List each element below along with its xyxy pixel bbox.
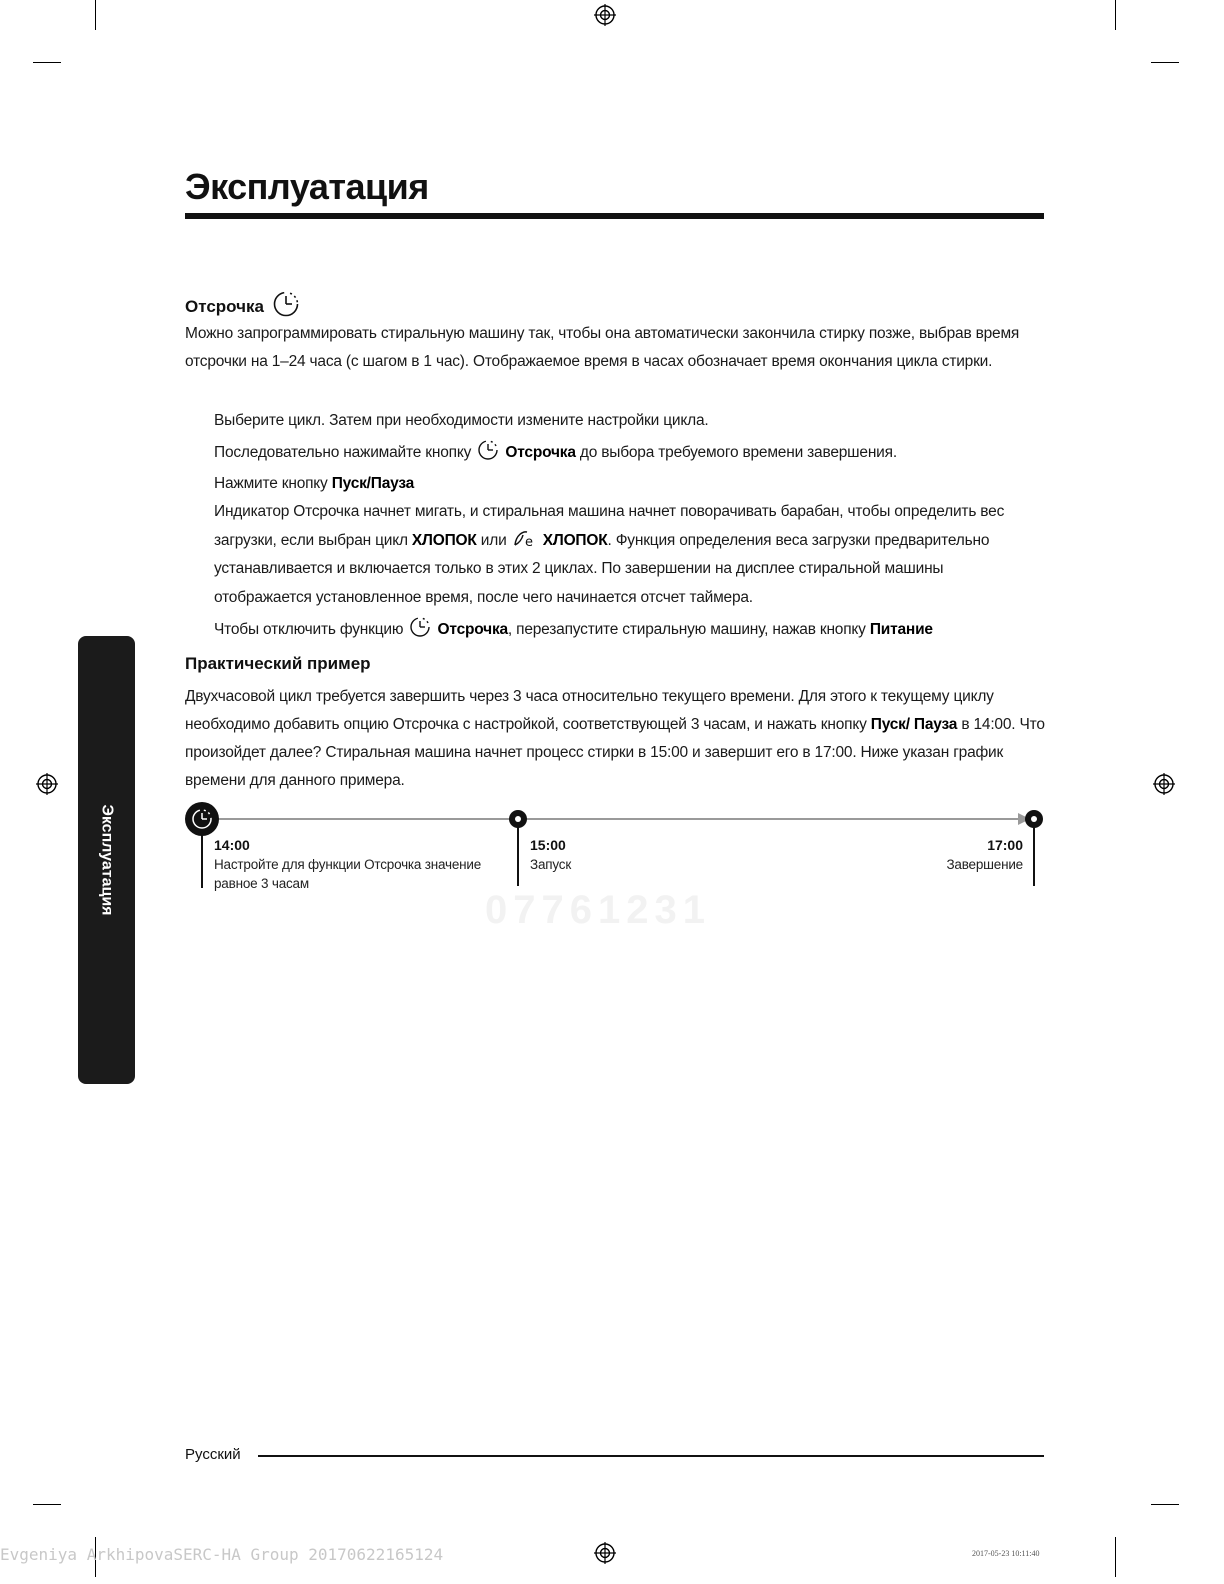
print-metadata-left: Evgeniya ArkhipovaSERC-HA Group 20170622165124 [0,1545,444,1564]
timeline-label-1: Настройте для функции Отсрочка значение равное 3 часам [214,857,482,891]
delay-step-1: Выберите цикл. Затем при необходимости измените настройки цикла. [214,412,709,429]
side-section-tab [78,636,135,1084]
crop-mark [1151,1504,1179,1505]
delay-timer-icon [477,439,499,461]
page-title: Эксплуатация [185,166,429,207]
svg-text:e: e [524,534,533,549]
registration-mark-icon [594,4,616,26]
side-tab-label: Эксплуатация [98,804,116,916]
registration-mark-icon [36,773,58,795]
delay-heading: Отсрочка [185,290,303,318]
example-heading: Практический пример [185,654,371,673]
delay-step-2: Последовательно нажимайте кнопку Отсрочка до выбора требуемого времени завершения. [214,439,1044,467]
crop-mark [1115,0,1116,30]
timeline-time-1: 14:00 [214,837,250,853]
crop-mark [33,1504,61,1505]
timeline-time-2: 15:00 [530,837,566,853]
crop-mark [1151,62,1179,63]
registration-mark-icon [1153,773,1175,795]
timeline-end-point-icon [1025,810,1043,828]
footer-language: Русский [185,1446,241,1463]
title-divider [185,213,1044,219]
delay-intro: Можно запрограммировать стиральную машину так, чтобы она автоматически закончила стирку позже, выбрав время отсрочки на 1–24 часа (с шагом в 1 час). Отображаемое время в часах обозначает время окончания цикла стирки. [185,325,1020,370]
timeline-start-clock-icon [185,802,219,836]
delay-timer-icon [409,616,431,638]
delay-step-3: Нажмите кнопку Пуск/Пауза [214,475,415,492]
example-text: Двухчасовой цикл требуется завершить через 3 часа относительно текущего времени. Для этого к текущему циклу необходимо добавить опцию Отсрочка с настройкой, соответствующей 3 часам, и нажать кнопку Пуск/ Пауза в 14:00. Что произойдет далее? Стиральная машина начнет процесс стирки в 15:00 и завершит его в 17:00. Ниже указан график времени для данного примера. [185,688,1045,789]
footer-divider [258,1455,1044,1457]
timeline-time-3: 17:00 [987,837,1023,853]
print-metadata-right: 2017-05-23 10:11:40 [972,1549,1040,1558]
crop-mark [1115,1537,1116,1577]
crop-mark [33,62,61,63]
delay-step-4: Чтобы отключить функцию Отсрочка, перезапустите стиральную машину, нажав кнопку Питание [214,616,1044,644]
eco-cotton-icon [513,529,537,549]
watermark: 07761231 [485,888,711,932]
timeline-label-2: Запуск [530,857,572,872]
delay-timeline [180,800,1050,910]
timeline-label-3: Завершение [946,857,1023,872]
timeline-start-point-icon [509,810,527,828]
delay-timer-icon [271,290,301,318]
crop-mark [95,0,96,30]
delay-note: Индикатор Отсрочка начнет мигать, и стиральная машина начнет поворачивать барабан, чтобы определить вес загрузки, если выбран цикл ХЛОПОК или e ХЛОПОК. Функция определения веса загрузки предварительно устанавливается и включается только в этих 2 циклах. По завершении на дисплее стиральной машины отображается установленное время, после чего начинается отсчет таймера. [214,503,1005,606]
registration-mark-icon [594,1542,616,1564]
